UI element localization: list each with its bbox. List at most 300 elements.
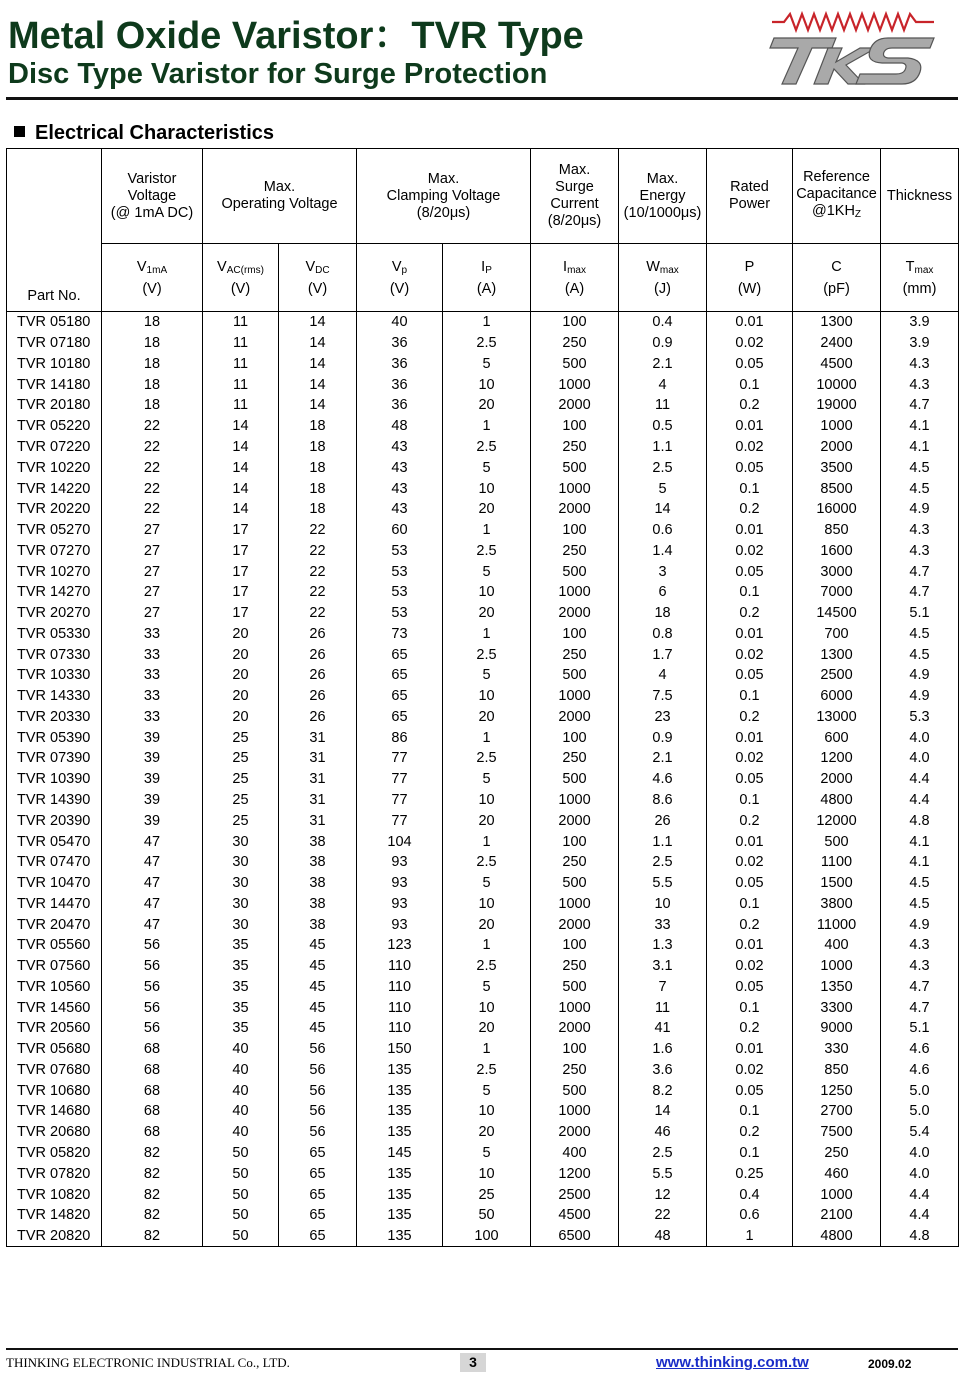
- value-cell: 135: [357, 1205, 443, 1226]
- value-cell: 460: [793, 1163, 881, 1184]
- value-cell: 14: [203, 416, 279, 437]
- value-cell: 11: [203, 395, 279, 416]
- value-cell: 35: [203, 1018, 279, 1039]
- value-cell: 48: [357, 416, 443, 437]
- table-row: [7, 354, 959, 375]
- value-cell: 4.0: [881, 727, 959, 748]
- value-cell: 5.5: [619, 1163, 707, 1184]
- value-cell: 10: [443, 582, 531, 603]
- value-cell: 20: [203, 665, 279, 686]
- value-cell: 0.05: [707, 977, 793, 998]
- value-cell: 1000: [531, 1101, 619, 1122]
- value-cell: 0.01: [707, 416, 793, 437]
- value-cell: 26: [619, 810, 707, 831]
- value-cell: 0.2: [707, 1122, 793, 1143]
- value-cell: 0.2: [707, 810, 793, 831]
- value-cell: 1000: [531, 997, 619, 1018]
- value-cell: 39: [102, 810, 203, 831]
- value-cell: 2.1: [619, 354, 707, 375]
- value-cell: 10000: [793, 374, 881, 395]
- value-cell: 5: [443, 977, 531, 998]
- value-cell: 77: [357, 810, 443, 831]
- value-cell: 4.3: [881, 374, 959, 395]
- value-cell: 1100: [793, 852, 881, 873]
- value-cell: 60: [357, 520, 443, 541]
- value-cell: 500: [531, 873, 619, 894]
- value-cell: 50: [203, 1143, 279, 1164]
- table-row: [7, 582, 959, 603]
- value-cell: 27: [102, 540, 203, 561]
- unit-header: C (pF): [793, 244, 881, 312]
- value-cell: 7.5: [619, 686, 707, 707]
- value-cell: 47: [102, 831, 203, 852]
- value-cell: 20: [203, 707, 279, 728]
- table-row: [7, 665, 959, 686]
- value-cell: 11: [203, 333, 279, 354]
- value-cell: 4: [619, 374, 707, 395]
- value-cell: 4.9: [881, 665, 959, 686]
- value-cell: 0.1: [707, 582, 793, 603]
- value-cell: 36: [357, 354, 443, 375]
- value-cell: 17: [203, 603, 279, 624]
- value-cell: 1: [443, 520, 531, 541]
- value-cell: 0.02: [707, 956, 793, 977]
- table-row: [7, 893, 959, 914]
- value-cell: 850: [793, 1060, 881, 1081]
- value-cell: 30: [203, 831, 279, 852]
- unit-header: $I_P$ (A): [443, 244, 531, 312]
- value-cell: 56: [279, 1039, 357, 1060]
- value-cell: 47: [102, 893, 203, 914]
- value-cell: 22: [279, 603, 357, 624]
- header-energy: Max. Energy (10/1000μs): [619, 149, 707, 244]
- value-cell: 65: [279, 1184, 357, 1205]
- value-cell: 1.4: [619, 540, 707, 561]
- value-cell: 1.7: [619, 644, 707, 665]
- table-row: [7, 1018, 959, 1039]
- value-cell: 18: [279, 478, 357, 499]
- part-number-cell: TVR 14390: [7, 790, 102, 811]
- table-row: [7, 437, 959, 458]
- value-cell: 135: [357, 1163, 443, 1184]
- unit-header: $I_{max}$ (A): [531, 244, 619, 312]
- value-cell: 1500: [793, 873, 881, 894]
- value-cell: 135: [357, 1226, 443, 1247]
- value-cell: 0.05: [707, 354, 793, 375]
- value-cell: 135: [357, 1080, 443, 1101]
- value-cell: 5: [443, 665, 531, 686]
- value-cell: 1350: [793, 977, 881, 998]
- table-row: [7, 956, 959, 977]
- value-cell: 10: [443, 686, 531, 707]
- value-cell: 104: [357, 831, 443, 852]
- part-number-cell: TVR 05680: [7, 1039, 102, 1060]
- value-cell: 0.05: [707, 561, 793, 582]
- value-cell: 4.7: [881, 561, 959, 582]
- value-cell: 0.2: [707, 914, 793, 935]
- value-cell: 0.8: [619, 623, 707, 644]
- value-cell: 18: [102, 395, 203, 416]
- value-cell: 2000: [531, 1018, 619, 1039]
- table-row: [7, 333, 959, 354]
- value-cell: 3500: [793, 457, 881, 478]
- table-row: [7, 416, 959, 437]
- part-number-cell: TVR 14220: [7, 478, 102, 499]
- value-cell: 77: [357, 790, 443, 811]
- value-cell: 65: [357, 644, 443, 665]
- value-cell: 4.9: [881, 914, 959, 935]
- table-row: [7, 1205, 959, 1226]
- value-cell: 14: [203, 457, 279, 478]
- value-cell: 1000: [531, 582, 619, 603]
- value-cell: 2.5: [443, 1060, 531, 1081]
- table-row: [7, 644, 959, 665]
- value-cell: 46: [619, 1122, 707, 1143]
- value-cell: 110: [357, 977, 443, 998]
- value-cell: 0.02: [707, 540, 793, 561]
- value-cell: 500: [531, 665, 619, 686]
- value-cell: 5.1: [881, 603, 959, 624]
- value-cell: 18: [102, 312, 203, 333]
- value-cell: 8500: [793, 478, 881, 499]
- value-cell: 110: [357, 956, 443, 977]
- footer-company: THINKING ELECTRONIC INDUSTRIAL Co., LTD.: [6, 1355, 290, 1370]
- value-cell: 4.1: [881, 831, 959, 852]
- value-cell: 4.6: [619, 769, 707, 790]
- value-cell: 20: [203, 644, 279, 665]
- value-cell: 14: [619, 499, 707, 520]
- value-cell: 4: [619, 665, 707, 686]
- value-cell: 2.5: [443, 437, 531, 458]
- part-number-cell: TVR 05390: [7, 727, 102, 748]
- value-cell: 65: [279, 1143, 357, 1164]
- value-cell: 20: [203, 623, 279, 644]
- value-cell: 40: [357, 312, 443, 333]
- value-cell: 11000: [793, 914, 881, 935]
- value-cell: 7500: [793, 1122, 881, 1143]
- value-cell: 25: [203, 769, 279, 790]
- value-cell: 20: [443, 810, 531, 831]
- table-row: [7, 1163, 959, 1184]
- value-cell: 10: [443, 478, 531, 499]
- value-cell: 77: [357, 748, 443, 769]
- table-row: [7, 727, 959, 748]
- value-cell: 100: [531, 1039, 619, 1060]
- table-row: [7, 374, 959, 395]
- part-number-cell: TVR 20820: [7, 1226, 102, 1247]
- part-number-cell: TVR 05560: [7, 935, 102, 956]
- part-number-cell: TVR 10470: [7, 873, 102, 894]
- value-cell: 23: [619, 707, 707, 728]
- value-cell: 0.6: [707, 1205, 793, 1226]
- part-number-cell: TVR 07330: [7, 644, 102, 665]
- value-cell: 39: [102, 790, 203, 811]
- value-cell: 68: [102, 1039, 203, 1060]
- value-cell: 36: [357, 333, 443, 354]
- part-number-cell: TVR 14330: [7, 686, 102, 707]
- value-cell: 0.05: [707, 769, 793, 790]
- value-cell: 4.0: [881, 748, 959, 769]
- value-cell: 0.1: [707, 1101, 793, 1122]
- value-cell: 68: [102, 1122, 203, 1143]
- value-cell: 39: [102, 769, 203, 790]
- value-cell: 110: [357, 997, 443, 1018]
- header-surge-current: Max. Surge Current (8/20μs): [531, 149, 619, 244]
- value-cell: 100: [443, 1226, 531, 1247]
- value-cell: 22: [619, 1205, 707, 1226]
- value-cell: 1000: [793, 1184, 881, 1205]
- value-cell: 5: [443, 769, 531, 790]
- value-cell: 30: [203, 914, 279, 935]
- value-cell: 0.02: [707, 333, 793, 354]
- page-title: Metal Oxide Varistor：TVR Type: [8, 15, 584, 57]
- value-cell: 1250: [793, 1080, 881, 1101]
- header-operating-voltage: Max. Operating Voltage: [203, 149, 357, 244]
- value-cell: 0.2: [707, 1018, 793, 1039]
- value-cell: 1: [443, 831, 531, 852]
- website-link[interactable]: www.thinking.com.tw: [656, 1354, 809, 1371]
- value-cell: 20: [443, 914, 531, 935]
- value-cell: 2.1: [619, 748, 707, 769]
- table-row: [7, 935, 959, 956]
- value-cell: 4.5: [881, 623, 959, 644]
- value-cell: 31: [279, 810, 357, 831]
- value-cell: 100: [531, 312, 619, 333]
- value-cell: 65: [279, 1163, 357, 1184]
- part-number-cell: TVR 10180: [7, 354, 102, 375]
- value-cell: 56: [279, 1060, 357, 1081]
- value-cell: 30: [203, 873, 279, 894]
- value-cell: 0.9: [619, 333, 707, 354]
- value-cell: 250: [531, 540, 619, 561]
- part-number-cell: TVR 20680: [7, 1122, 102, 1143]
- value-cell: 0.2: [707, 707, 793, 728]
- value-cell: 0.01: [707, 1039, 793, 1060]
- value-cell: 48: [619, 1226, 707, 1247]
- value-cell: 20: [443, 1018, 531, 1039]
- value-cell: 11: [619, 395, 707, 416]
- value-cell: 100: [531, 831, 619, 852]
- table-row: [7, 395, 959, 416]
- value-cell: 0.05: [707, 873, 793, 894]
- value-cell: 26: [279, 623, 357, 644]
- value-cell: 68: [102, 1080, 203, 1101]
- value-cell: 1000: [793, 956, 881, 977]
- value-cell: 4.5: [881, 478, 959, 499]
- value-cell: 7000: [793, 582, 881, 603]
- value-cell: 35: [203, 956, 279, 977]
- value-cell: 4.3: [881, 956, 959, 977]
- value-cell: 0.6: [619, 520, 707, 541]
- value-cell: 31: [279, 790, 357, 811]
- value-cell: 56: [102, 997, 203, 1018]
- part-number-cell: TVR 05820: [7, 1143, 102, 1164]
- value-cell: 18: [279, 437, 357, 458]
- value-cell: 0.5: [619, 416, 707, 437]
- value-cell: 4.6: [881, 1060, 959, 1081]
- table-row: [7, 748, 959, 769]
- value-cell: 1000: [531, 478, 619, 499]
- value-cell: 40: [203, 1080, 279, 1101]
- table-row: [7, 540, 959, 561]
- value-cell: 0.05: [707, 457, 793, 478]
- value-cell: 14500: [793, 603, 881, 624]
- value-cell: 17: [203, 582, 279, 603]
- value-cell: 100: [531, 935, 619, 956]
- value-cell: 100: [531, 416, 619, 437]
- value-cell: 47: [102, 873, 203, 894]
- value-cell: 38: [279, 831, 357, 852]
- value-cell: 0.01: [707, 623, 793, 644]
- value-cell: 13000: [793, 707, 881, 728]
- value-cell: 1: [443, 416, 531, 437]
- value-cell: 330: [793, 1039, 881, 1060]
- value-cell: 30: [203, 852, 279, 873]
- value-cell: 5.3: [881, 707, 959, 728]
- value-cell: 110: [357, 1018, 443, 1039]
- value-cell: 0.9: [619, 727, 707, 748]
- part-number-cell: TVR 10330: [7, 665, 102, 686]
- value-cell: 50: [203, 1226, 279, 1247]
- value-cell: 2.5: [619, 1143, 707, 1164]
- value-cell: 12: [619, 1184, 707, 1205]
- value-cell: 35: [203, 935, 279, 956]
- part-number-cell: TVR 07270: [7, 540, 102, 561]
- value-cell: 36: [357, 374, 443, 395]
- value-cell: 20: [203, 686, 279, 707]
- value-cell: 5: [619, 478, 707, 499]
- value-cell: 4.9: [881, 499, 959, 520]
- part-number-cell: TVR 20330: [7, 707, 102, 728]
- value-cell: 10: [443, 893, 531, 914]
- value-cell: 5.5: [619, 873, 707, 894]
- unit-header: P (W): [707, 244, 793, 312]
- part-number-cell: TVR 05470: [7, 831, 102, 852]
- part-number-cell: TVR 10680: [7, 1080, 102, 1101]
- header-varistor-voltage: Varistor Voltage (@ 1mA DC): [102, 149, 203, 244]
- value-cell: 1000: [793, 416, 881, 437]
- value-cell: 1200: [531, 1163, 619, 1184]
- part-number-cell: TVR 14270: [7, 582, 102, 603]
- section-title: Electrical Characteristics: [35, 122, 275, 144]
- value-cell: 2.5: [619, 457, 707, 478]
- value-cell: 4500: [793, 354, 881, 375]
- value-cell: 56: [102, 1018, 203, 1039]
- value-cell: 18: [279, 499, 357, 520]
- value-cell: 0.02: [707, 437, 793, 458]
- value-cell: 14: [279, 312, 357, 333]
- value-cell: 33: [102, 707, 203, 728]
- value-cell: 53: [357, 582, 443, 603]
- value-cell: 45: [279, 956, 357, 977]
- value-cell: 22: [102, 478, 203, 499]
- value-cell: 8.6: [619, 790, 707, 811]
- value-cell: 18: [102, 333, 203, 354]
- value-cell: 4.0: [881, 1163, 959, 1184]
- value-cell: 25: [203, 748, 279, 769]
- value-cell: 0.01: [707, 727, 793, 748]
- value-cell: 2100: [793, 1205, 881, 1226]
- value-cell: 0.01: [707, 520, 793, 541]
- value-cell: 53: [357, 561, 443, 582]
- value-cell: 18: [619, 603, 707, 624]
- value-cell: 22: [279, 582, 357, 603]
- table-row: [7, 686, 959, 707]
- value-cell: 20: [443, 499, 531, 520]
- footer-rule: [6, 1348, 958, 1350]
- value-cell: 5: [443, 354, 531, 375]
- part-number-cell: TVR 20270: [7, 603, 102, 624]
- value-cell: 135: [357, 1101, 443, 1122]
- header-thickness: Thickness: [881, 149, 959, 244]
- value-cell: 2000: [531, 395, 619, 416]
- value-cell: 5.4: [881, 1122, 959, 1143]
- value-cell: 10: [443, 997, 531, 1018]
- value-cell: 0.02: [707, 1060, 793, 1081]
- part-number-cell: TVR 07220: [7, 437, 102, 458]
- value-cell: 150: [357, 1039, 443, 1060]
- value-cell: 27: [102, 582, 203, 603]
- value-cell: 4.9: [881, 686, 959, 707]
- value-cell: 18: [102, 354, 203, 375]
- electrical-characteristics-table: [6, 148, 959, 1247]
- value-cell: 35: [203, 977, 279, 998]
- value-cell: 500: [531, 1080, 619, 1101]
- header-rated-power: Rated Power: [707, 149, 793, 244]
- value-cell: 50: [203, 1184, 279, 1205]
- value-cell: 4.5: [881, 873, 959, 894]
- part-number-cell: TVR 20220: [7, 499, 102, 520]
- value-cell: 4.4: [881, 769, 959, 790]
- table-row: [7, 769, 959, 790]
- value-cell: 40: [203, 1122, 279, 1143]
- value-cell: 1000: [531, 893, 619, 914]
- value-cell: 4.5: [881, 644, 959, 665]
- value-cell: 0.2: [707, 499, 793, 520]
- value-cell: 26: [279, 707, 357, 728]
- value-cell: 93: [357, 873, 443, 894]
- value-cell: 33: [619, 914, 707, 935]
- value-cell: 73: [357, 623, 443, 644]
- part-number-cell: TVR 07470: [7, 852, 102, 873]
- section-heading: [14, 122, 274, 145]
- value-cell: 4.8: [881, 1226, 959, 1247]
- value-cell: 41: [619, 1018, 707, 1039]
- value-cell: 0.2: [707, 395, 793, 416]
- value-cell: 40: [203, 1101, 279, 1122]
- value-cell: 0.2: [707, 603, 793, 624]
- value-cell: 43: [357, 499, 443, 520]
- value-cell: 1300: [793, 644, 881, 665]
- value-cell: 100: [531, 520, 619, 541]
- value-cell: 250: [531, 956, 619, 977]
- value-cell: 4.3: [881, 520, 959, 541]
- value-cell: 4.4: [881, 790, 959, 811]
- value-cell: 11: [203, 312, 279, 333]
- value-cell: 3.9: [881, 312, 959, 333]
- value-cell: 1.1: [619, 831, 707, 852]
- value-cell: 1000: [531, 374, 619, 395]
- value-cell: 5: [443, 1080, 531, 1101]
- table-row: [7, 977, 959, 998]
- value-cell: 14: [203, 478, 279, 499]
- value-cell: 18: [279, 457, 357, 478]
- value-cell: 250: [531, 748, 619, 769]
- part-number-cell: TVR 10820: [7, 1184, 102, 1205]
- value-cell: 1300: [793, 312, 881, 333]
- value-cell: 16000: [793, 499, 881, 520]
- value-cell: 500: [531, 977, 619, 998]
